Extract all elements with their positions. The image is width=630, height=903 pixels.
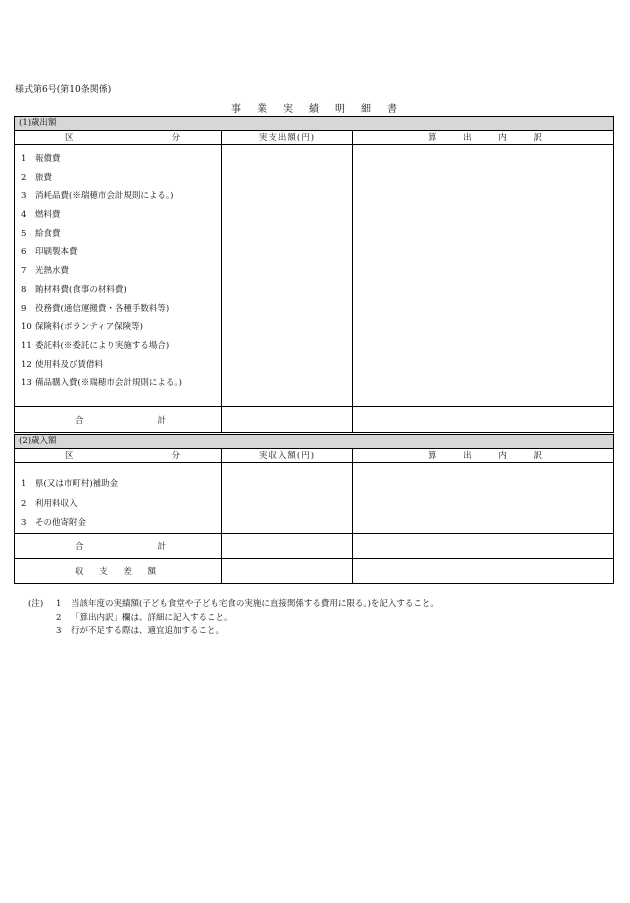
revenue-total-amount-field[interactable] <box>222 534 353 559</box>
list-item: 7 光熱水費 <box>21 266 70 277</box>
balance-breakdown-field[interactable] <box>353 559 613 583</box>
breakdown-header: 算 出 内 訳 <box>353 449 613 463</box>
revenue-section-label: (2)歳入額 <box>15 435 613 449</box>
amount-header: 実支出額(円) <box>222 131 353 145</box>
title-char: 業 <box>257 104 269 115</box>
revenue-total-breakdown-field[interactable] <box>353 534 613 559</box>
notes <box>28 598 439 639</box>
list-item: 1 報償費 <box>21 154 61 164</box>
revenue-breakdown-field[interactable] <box>353 463 613 534</box>
title-char: 書 <box>387 104 399 115</box>
list-item: 2 利用料収入 <box>21 498 78 509</box>
expenditure-total-amount-field[interactable] <box>222 407 353 432</box>
title-char: 細 <box>361 104 373 115</box>
title-char: 明 <box>335 104 347 115</box>
note-item: (注) 1 当該年度の実績額(子ども食堂や子ども宅食の実施に直接関係する費用に限る。)を記入すること。 <box>28 598 439 612</box>
list-item: 8 賄材料費(食事の材料費) <box>21 284 127 295</box>
list-item: 3 消耗品費(※瑞穂市会計規則による。) <box>21 191 174 202</box>
list-item: 10 保険料(ボランティア保険等) <box>21 322 143 333</box>
title-char: 事 <box>231 104 243 115</box>
revenue-amount-field[interactable] <box>222 463 353 534</box>
amount-header: 実収入額(円) <box>222 449 353 463</box>
form-number: 様式第6号(第10条関係) <box>15 85 112 95</box>
note-item: 2 「算出内訳」欄は、詳細に記入すること。 <box>56 612 233 623</box>
list-item: 2 旅費 <box>21 172 53 183</box>
note-item: 3 行が不足する際は、適宜追加すること。 <box>56 626 225 636</box>
list-item: 1 県(又は市町村)補助金 <box>21 479 119 489</box>
category-header: 区 分 <box>15 131 222 145</box>
list-item: 12 使用料及び賃借料 <box>21 359 104 370</box>
expenditure-breakdown-field[interactable] <box>353 145 613 407</box>
revenue-items <box>15 463 222 534</box>
balance-label: 収 支 差 額 <box>15 559 222 583</box>
category-header: 区 分 <box>15 449 222 463</box>
breakdown-header: 算 出 内 訳 <box>353 131 613 145</box>
list-item: 4 燃料費 <box>21 210 61 221</box>
expenditure-table <box>14 116 614 433</box>
revenue-total-label: 合 計 <box>15 534 222 559</box>
notes-prefix: (注) <box>28 599 44 609</box>
list-item: 6 印刷製本費 <box>21 247 78 258</box>
expenditure-section-label: (1)歳出額 <box>15 117 613 131</box>
expenditure-total-breakdown-field[interactable] <box>353 407 613 432</box>
expenditure-amount-field[interactable] <box>222 145 353 407</box>
document-title <box>0 100 630 115</box>
balance-amount-field[interactable] <box>222 559 353 583</box>
list-item: 9 役務費(通信運搬費・各種手数料等) <box>21 303 170 314</box>
revenue-table <box>14 434 614 584</box>
expenditure-items <box>15 145 222 407</box>
list-item: 11 委託料(※委託により実施する場合) <box>21 340 170 351</box>
title-char: 績 <box>309 104 321 115</box>
expenditure-total-label: 合 計 <box>15 407 222 432</box>
list-item: 5 給食費 <box>21 228 61 239</box>
list-item: 13 備品購入費(※瑞穂市会計規則による。) <box>21 378 182 389</box>
title-char: 実 <box>283 104 295 115</box>
list-item: 3 その他寄附金 <box>21 518 87 528</box>
